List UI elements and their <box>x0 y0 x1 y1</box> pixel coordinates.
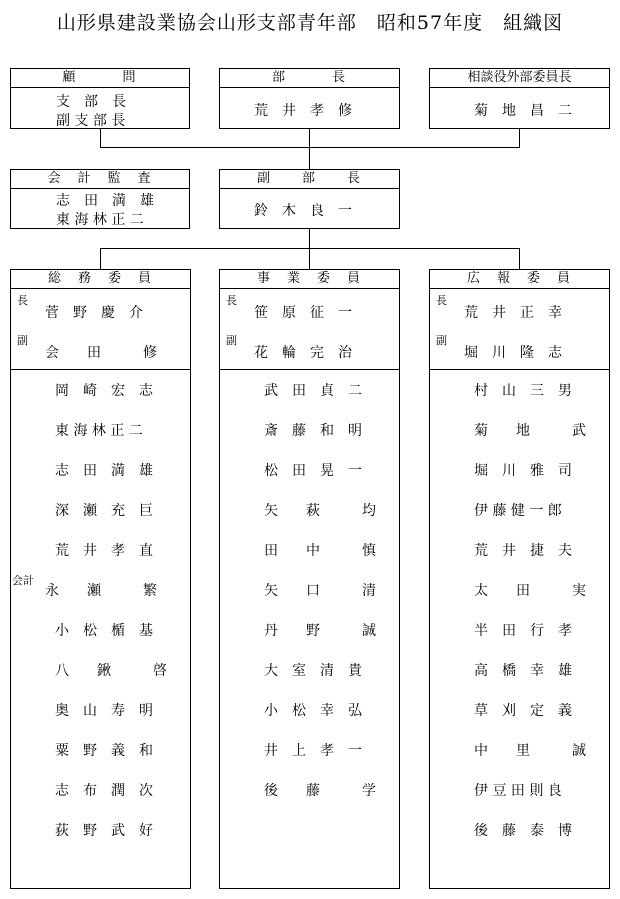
member-name: 小 松 楯 基 <box>55 623 153 639</box>
member-name: 荒 井 孝 直 <box>55 543 153 559</box>
business-chief-label: 長 <box>226 294 237 307</box>
member-name: 荻 野 武 好 <box>55 823 153 839</box>
business-chief: 笹 原 征 一 <box>254 305 352 321</box>
auditor-1: 志 田 満 雄 <box>56 193 154 209</box>
member-name: 岡 崎 宏 志 <box>55 383 153 399</box>
page-title: 山形県建設業協会山形支部青年部 昭和57年度 組織図 <box>56 12 564 34</box>
member-name: 小 松 幸 弘 <box>264 703 362 719</box>
general-affairs-deputy-label: 副 <box>17 334 28 347</box>
business-deputy: 花 輪 完 治 <box>254 345 352 361</box>
business-divider <box>220 369 399 370</box>
member-name: 志 田 満 雄 <box>55 463 153 479</box>
member-name: 武 田 貞 二 <box>264 383 362 399</box>
publicity-chief-label: 長 <box>436 294 447 307</box>
member-name: 草 刈 定 義 <box>474 703 572 719</box>
connector-mid-horizontal <box>100 248 520 249</box>
member-name: 太 田 実 <box>474 583 586 599</box>
member-name: 永 瀬 繁 <box>45 583 157 599</box>
consultant-header: 相談役外部委員長 <box>430 69 609 88</box>
connector-right-top <box>519 129 520 147</box>
member-name: 伊 豆 田 則 良 <box>474 783 562 799</box>
member-name: 東 海 林 正 二 <box>55 423 143 439</box>
member-name: 松 田 晃 一 <box>264 463 362 479</box>
member-name: 中 里 誠 <box>474 743 586 759</box>
consultant-name: 菊 地 昌 二 <box>474 103 572 119</box>
publicity-box <box>429 269 610 889</box>
vice-head-box <box>219 169 400 229</box>
general-affairs-divider <box>11 369 190 370</box>
member-name: 堀 川 雅 司 <box>474 463 572 479</box>
connector-left-top <box>100 129 101 147</box>
business-box <box>219 269 400 889</box>
member-name: 矢 口 清 <box>264 583 376 599</box>
general-affairs-chief: 菅 野 慶 介 <box>45 305 143 321</box>
auditor-2: 東 海 林 正 二 <box>56 212 144 228</box>
publicity-deputy-label: 副 <box>436 334 447 347</box>
member-name: 矢 萩 均 <box>264 503 376 519</box>
member-name: 村 山 三 男 <box>474 383 572 399</box>
connector-left-mid <box>100 248 101 269</box>
member-name: 井 上 孝 一 <box>264 743 362 759</box>
advisor-branch-chief: 支 部 長 <box>56 94 126 110</box>
member-name: 斎 藤 和 明 <box>264 423 362 439</box>
branch-head-box <box>219 68 400 129</box>
member-name: 伊 藤 健 一 郎 <box>474 503 562 519</box>
general-affairs-chief-label: 長 <box>17 294 28 307</box>
branch-head-name: 荒 井 孝 修 <box>254 103 352 119</box>
member-name: 深 瀬 充 巨 <box>55 503 153 519</box>
auditors-header: 会 計 監 査 <box>11 170 189 189</box>
general-affairs-box <box>10 269 191 889</box>
advisors-box <box>10 68 190 129</box>
connector-right-mid <box>519 248 520 269</box>
member-name: 粟 野 義 和 <box>55 743 153 759</box>
publicity-chief: 荒 井 正 幸 <box>464 305 562 321</box>
member-name: 半 田 行 孝 <box>474 623 572 639</box>
member-name: 後 藤 泰 博 <box>474 823 572 839</box>
member-name: 大 室 清 貴 <box>264 663 362 679</box>
vice-head-header: 副 部 長 <box>220 170 399 189</box>
vice-head-name: 鈴 木 良 一 <box>254 203 352 219</box>
business-header: 事 業 委 員 <box>220 270 399 289</box>
branch-head-header: 部 長 <box>220 69 399 88</box>
connector-top-horizontal <box>100 147 520 148</box>
publicity-header: 広 報 委 員 <box>430 270 609 289</box>
member-name: 荒 井 捷 夫 <box>474 543 572 559</box>
member-name: 田 中 慎 <box>264 543 376 559</box>
member-name: 後 藤 学 <box>264 783 376 799</box>
advisor-vice-branch-chief: 副 支 部 長 <box>56 113 126 129</box>
publicity-deputy: 堀 川 隆 志 <box>464 345 562 361</box>
member-name: 志 布 潤 次 <box>55 783 153 799</box>
general-affairs-header: 総 務 委 員 <box>11 270 190 289</box>
auditors-box <box>10 169 190 229</box>
member-name: 菊 地 武 <box>474 423 586 439</box>
connector-mid-vertical <box>309 229 310 269</box>
connector-top-vertical <box>309 129 310 169</box>
general-affairs-deputy: 会 田 修 <box>45 345 157 361</box>
member-name: 丹 野 誠 <box>264 623 376 639</box>
treasurer-label: 会計 <box>12 574 34 587</box>
advisors-header: 顧 問 <box>11 69 189 88</box>
consultant-box <box>429 68 610 129</box>
publicity-divider <box>430 369 609 370</box>
member-name: 八 鍬 啓 <box>55 663 167 679</box>
member-name: 奥 山 寿 明 <box>55 703 153 719</box>
business-deputy-label: 副 <box>226 334 237 347</box>
member-name: 高 橋 幸 雄 <box>474 663 572 679</box>
